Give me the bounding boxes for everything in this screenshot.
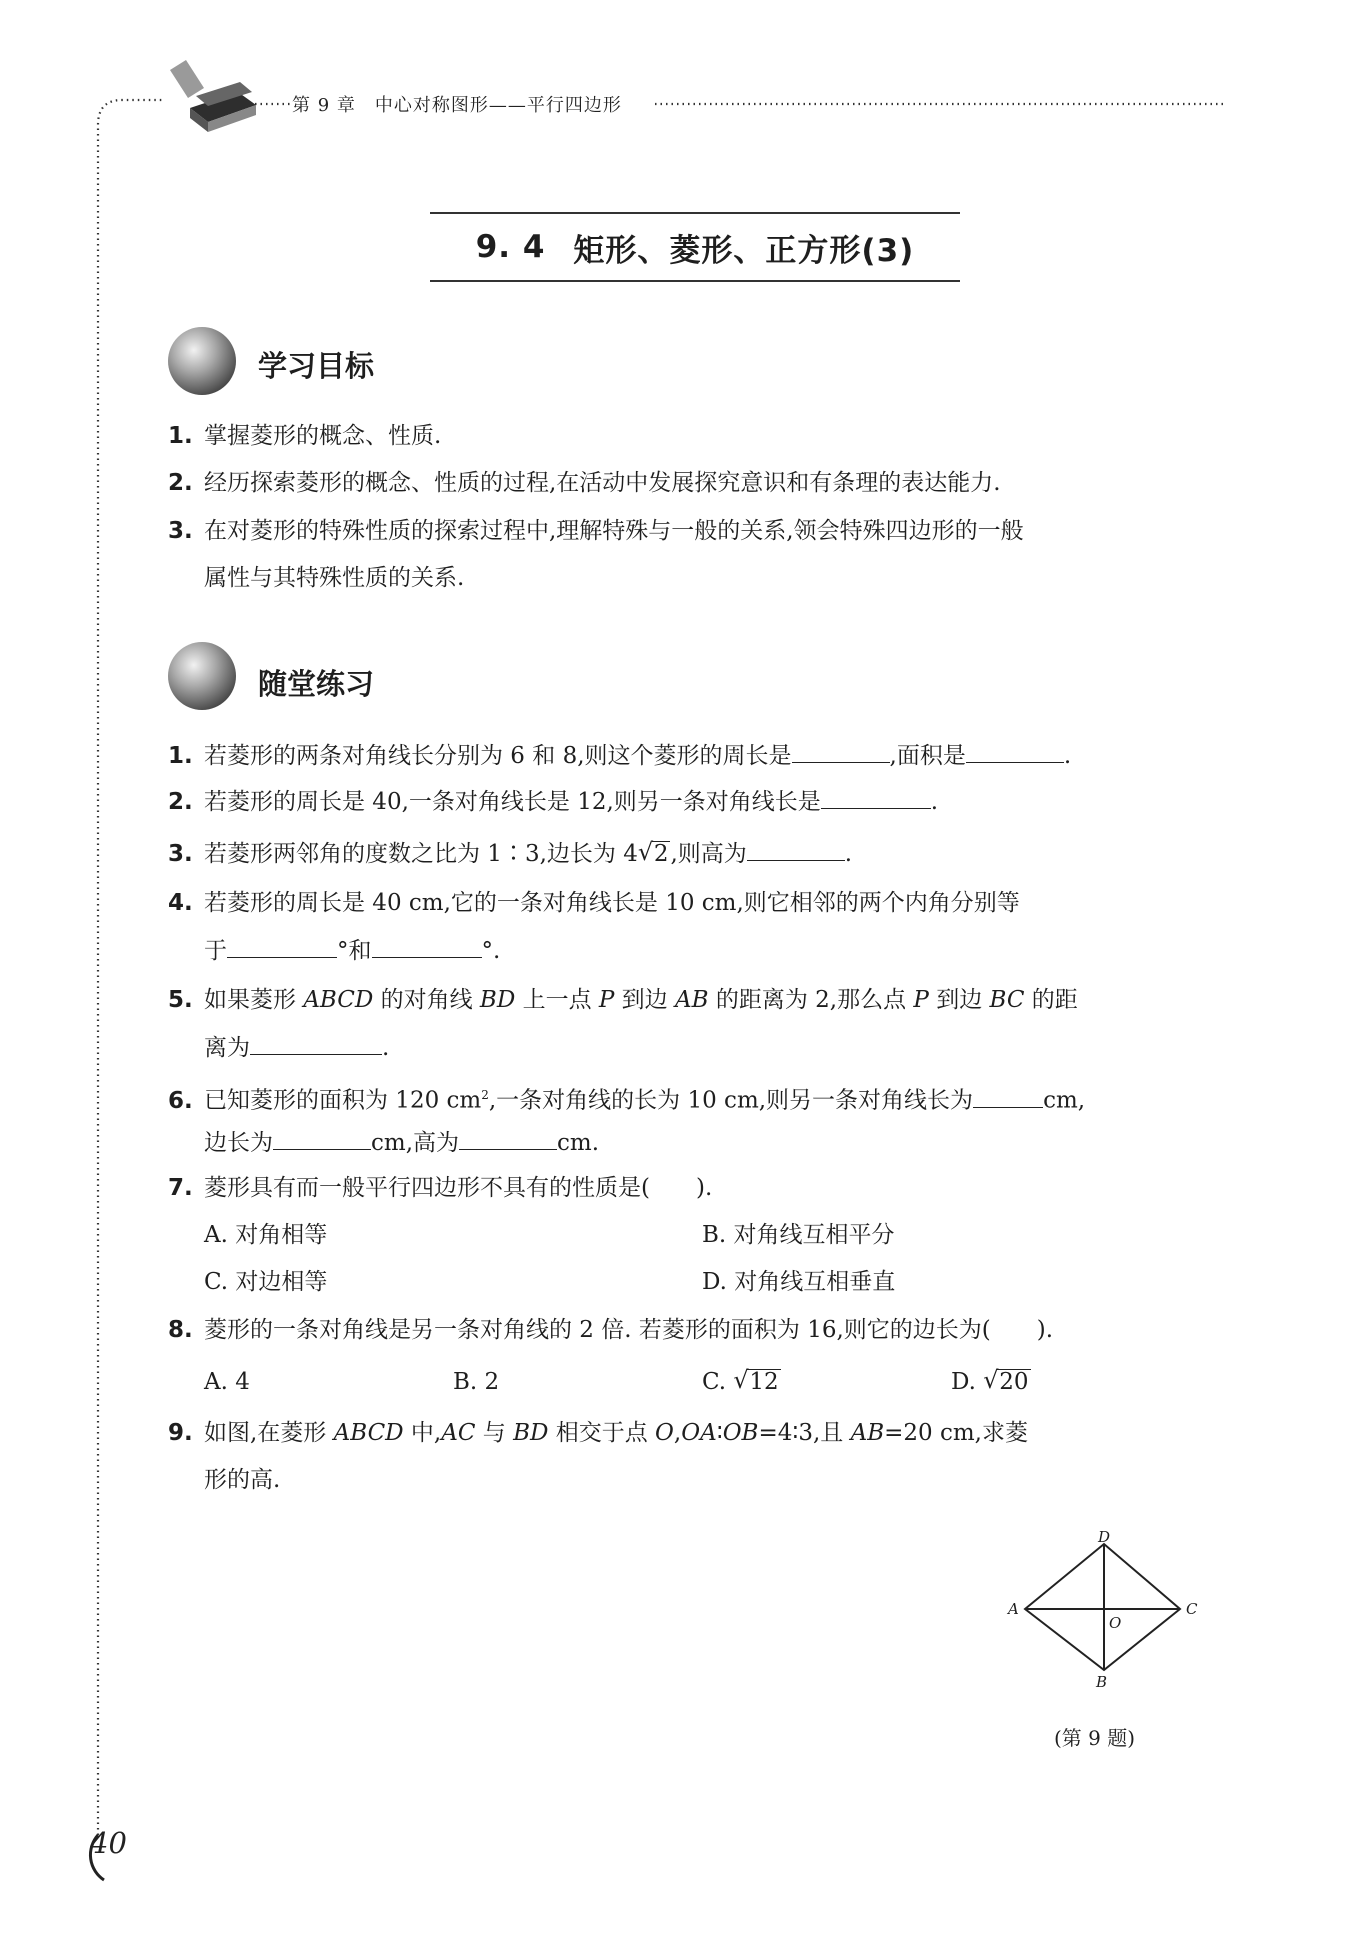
- q8-option-d[interactable]: D. √ 20: [951, 1366, 1029, 1395]
- rhombus-outline: [1025, 1544, 1180, 1670]
- q7-option-d[interactable]: D. 对角线互相垂直: [702, 1269, 896, 1295]
- q7-option-b[interactable]: B. 对角线互相平分: [702, 1222, 895, 1248]
- books-icon: [170, 60, 256, 132]
- vertex-label-c: C: [1186, 1600, 1198, 1618]
- q7-option-a[interactable]: A. 对角相等: [204, 1222, 328, 1248]
- vertex-label-b: B: [1096, 1673, 1108, 1691]
- question-5-cont: 离为 .: [204, 1032, 389, 1063]
- answer-blank[interactable]: [792, 740, 890, 763]
- question-6: 6. 已知菱形的面积为 120 $cm^2$,一条对角线的长为 10 cm,则另一条对角线长为 cm,: [168, 1080, 1085, 1116]
- q8-option-a[interactable]: A. 4: [204, 1369, 250, 1395]
- q8-option-c[interactable]: C. √ 12: [702, 1366, 779, 1395]
- answer-blank[interactable]: [273, 1127, 371, 1150]
- sqrt-expression: √ 12: [733, 1366, 779, 1395]
- objective-1: 1. 掌握菱形的概念、性质.: [168, 423, 442, 449]
- question-8: 8. 菱形的一条对角线是另一条对角线的 2 倍. 若菱形的面积为 16,则它的边长为( ).: [168, 1317, 1054, 1343]
- section-title: 矩形、菱形、正方形(3): [573, 232, 915, 269]
- question-9-cont: 形的高.: [204, 1467, 281, 1493]
- answer-blank[interactable]: [372, 935, 482, 958]
- q8-option-b[interactable]: B. 2: [453, 1369, 500, 1395]
- vertex-label-a: A: [1008, 1600, 1019, 1618]
- practice-icon: [168, 642, 236, 710]
- question-4-cont: 于 °和 °.: [204, 935, 500, 966]
- objective-2: 2. 经历探索菱形的概念、性质的过程,在活动中发展探究意识和有条理的表达能力.: [168, 470, 1001, 496]
- question-5: 5. 如果菱形 ABCD 的对角线 BD 上一点 P 到边 AB 的距离为 2,那么点 P 到边 BC 的距: [168, 987, 1078, 1013]
- objectives-heading: 学习目标: [258, 349, 375, 383]
- answer-blank[interactable]: [747, 838, 845, 861]
- answer-blank[interactable]: [966, 740, 1064, 763]
- practice-heading: 随堂练习: [258, 667, 375, 701]
- chapter-header: 第 9 章 中心对称图形——平行四边形: [292, 95, 622, 116]
- question-6-cont: 边长为 cm,高为 cm.: [204, 1127, 599, 1158]
- sqrt-expression: √ 20: [983, 1366, 1029, 1395]
- vertex-label-d: D: [1098, 1528, 1111, 1546]
- answer-blank[interactable]: [250, 1032, 382, 1055]
- q7-option-c[interactable]: C. 对边相等: [204, 1269, 328, 1295]
- question-3: 3. 若菱形两邻角的度数之比为 1∶3,边长为 4 √ 2,则高为 .: [168, 838, 853, 867]
- question-4: 4. 若菱形的周长是 40 cm,它的一条对角线长是 10 cm,则它相邻的两个内角分别等: [168, 890, 1020, 916]
- answer-blank[interactable]: [821, 786, 931, 809]
- objective-3: 3. 在对菱形的特殊性质的探索过程中,理解特殊与一般的关系,领会特殊四边形的一般: [168, 518, 1024, 544]
- sqrt-expression: √ 2: [637, 838, 669, 867]
- answer-blank[interactable]: [227, 935, 337, 958]
- objectives-icon: [168, 327, 236, 395]
- question-1: 1. 若菱形的两条对角线长分别为 6 和 8,则这个菱形的周长是 ,面积是 .: [168, 740, 1071, 771]
- answer-blank[interactable]: [973, 1085, 1043, 1108]
- question-2: 2. 若菱形的周长是 40,一条对角线长是 12,则另一条对角线长是 .: [168, 786, 938, 817]
- objective-3-cont: 属性与其特殊性质的关系.: [204, 565, 465, 591]
- section-number: 9. 4: [475, 229, 546, 265]
- page-number: 40: [90, 1826, 127, 1860]
- question-7: 7. 菱形具有而一般平行四边形不具有的性质是( ).: [168, 1175, 713, 1201]
- question-9: 9. 如图,在菱形 ABCD 中,AC 与 BD 相交于点 O,OA∶OB=4∶3,且 AB=20 cm,求菱: [168, 1420, 1028, 1446]
- center-label-o: O: [1109, 1614, 1122, 1632]
- figure-caption: (第 9 题): [1054, 1726, 1136, 1750]
- page-title: [430, 212, 960, 282]
- answer-blank[interactable]: [459, 1127, 557, 1150]
